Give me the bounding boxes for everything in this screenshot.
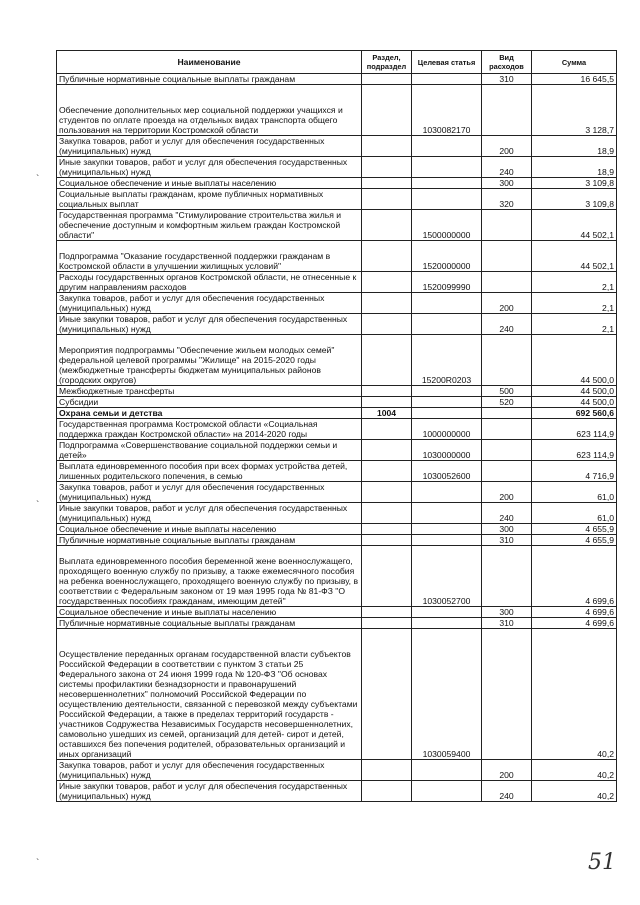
- row-celevaya: [412, 386, 482, 397]
- row-name: Осуществление переданных органам государственной власти субъектов Российской Федерации в соответствии с пунктом 3 статьи 25 Федерального закона от 24 июня 1999 года № 120-ФЗ "Об основах системы профилактики безнадзорности и правонарушений несовершеннолетних" полномочий Российской Федерации по осуществлению деятельности, связанной с перевозкой между субъектами Российской Федерации, а также в пределах территорий государств - участников Содружества Независимых Государств несовершеннолетних, самовольно ушедших из семей, организаций для детей- сирот и детей, оставшихся без попечения родителей, образовательных организаций и иных организаций: [57, 629, 362, 760]
- table-row: [57, 524, 617, 535]
- row-celevaya: 1520099990: [412, 272, 482, 293]
- row-razdel: [362, 607, 412, 618]
- row-vid: 310: [482, 535, 532, 546]
- row-name: Иные закупки товаров, работ и услуг для обеспечения государственных (муниципальных) нужд: [57, 157, 362, 178]
- row-razdel: [362, 178, 412, 189]
- row-vid: 310: [482, 618, 532, 629]
- row-celevaya: [412, 482, 482, 503]
- table-row: [57, 272, 617, 293]
- row-razdel: [362, 189, 412, 210]
- row-celevaya: 1000000000: [412, 419, 482, 440]
- row-name: Охрана семьи и детства: [57, 408, 362, 419]
- row-sum: 40,2: [532, 629, 617, 760]
- row-name: Выплата единовременного пособия беременной жене военнослужащего, проходящего военную службу по призыву, а также ежемесячного пособия на ребенка военнослужащего, проходящего военную службу по призыву, в соответствии с Федеральным законом от 19 мая 1995 года № 81-ФЗ "О государственных пособиях гражданам, имеющим детей": [57, 546, 362, 607]
- row-razdel: [362, 210, 412, 241]
- table-row: [57, 482, 617, 503]
- row-razdel: [362, 546, 412, 607]
- row-name: Иные закупки товаров, работ и услуг для обеспечения государственных (муниципальных) нужд: [57, 503, 362, 524]
- row-name: Публичные нормативные социальные выплаты гражданам: [57, 74, 362, 85]
- table-row: [57, 189, 617, 210]
- row-vid: [482, 210, 532, 241]
- row-name: Иные закупки товаров, работ и услуг для обеспечения государственных (муниципальных) нужд: [57, 781, 362, 802]
- row-name: Закупка товаров, работ и услуг для обеспечения государственных (муниципальных) нужд: [57, 293, 362, 314]
- row-vid: [482, 546, 532, 607]
- row-celevaya: [412, 503, 482, 524]
- table-row: [57, 607, 617, 618]
- row-razdel: [362, 241, 412, 272]
- row-celevaya: 1030052700: [412, 546, 482, 607]
- row-name: Закупка товаров, работ и услуг для обеспечения государственных (муниципальных) нужд: [57, 760, 362, 781]
- row-razdel: [362, 157, 412, 178]
- row-sum: 4 655,9: [532, 535, 617, 546]
- handwritten-page-number: 51: [588, 850, 616, 875]
- row-razdel: 1004: [362, 408, 412, 419]
- margin-tick-mark: `: [36, 858, 40, 869]
- table-row: [57, 408, 617, 419]
- table-row: [57, 293, 617, 314]
- row-celevaya: [412, 397, 482, 408]
- table-row: [57, 397, 617, 408]
- row-name: Субсидии: [57, 397, 362, 408]
- table-row: [57, 546, 617, 607]
- row-razdel: [362, 503, 412, 524]
- row-vid: [482, 419, 532, 440]
- header-vid: Вид расходов: [482, 51, 532, 74]
- table-row: [57, 618, 617, 629]
- row-celevaya: [412, 293, 482, 314]
- row-celevaya: [412, 781, 482, 802]
- row-vid: 240: [482, 781, 532, 802]
- row-vid: [482, 629, 532, 760]
- row-razdel: [362, 781, 412, 802]
- row-vid: 520: [482, 397, 532, 408]
- row-sum: 4 699,6: [532, 546, 617, 607]
- table-row: [57, 629, 617, 760]
- row-sum: 61,0: [532, 482, 617, 503]
- row-vid: 200: [482, 482, 532, 503]
- row-celevaya: 1500000000: [412, 210, 482, 241]
- table-row: [57, 157, 617, 178]
- row-celevaya: [412, 314, 482, 335]
- row-name: Публичные нормативные социальные выплаты гражданам: [57, 618, 362, 629]
- table-header-row: [57, 51, 617, 74]
- row-sum: 4 716,9: [532, 461, 617, 482]
- row-vid: [482, 461, 532, 482]
- row-celevaya: 1030000000: [412, 440, 482, 461]
- row-vid: [482, 272, 532, 293]
- row-celevaya: [412, 535, 482, 546]
- row-name: Подпрограмма "Оказание государственной поддержки гражданам в Костромской области в улучшении жилищных условий": [57, 241, 362, 272]
- row-sum: 44 500,0: [532, 397, 617, 408]
- row-vid: 300: [482, 524, 532, 535]
- row-celevaya: 1030059400: [412, 629, 482, 760]
- row-name: Выплата единовременного пособия при всех формах устройства детей, лишенных родительского попечения, в семью: [57, 461, 362, 482]
- row-razdel: [362, 386, 412, 397]
- table-row: [57, 535, 617, 546]
- row-razdel: [362, 272, 412, 293]
- table-row: [57, 503, 617, 524]
- row-vid: 500: [482, 386, 532, 397]
- row-celevaya: [412, 136, 482, 157]
- table-body: [57, 74, 617, 802]
- row-name: Социальные выплаты гражданам, кроме публичных нормативных социальных выплат: [57, 189, 362, 210]
- row-razdel: [362, 482, 412, 503]
- row-name: Подпрограмма «Совершенствование социальной поддержки семьи и детей»: [57, 440, 362, 461]
- row-name: Публичные нормативные социальные выплаты гражданам: [57, 535, 362, 546]
- row-razdel: [362, 618, 412, 629]
- row-name: Межбюджетные трансферты: [57, 386, 362, 397]
- row-vid: 200: [482, 293, 532, 314]
- row-celevaya: 15200R0203: [412, 335, 482, 386]
- row-name: Социальное обеспечение и иные выплаты населению: [57, 607, 362, 618]
- row-razdel: [362, 397, 412, 408]
- header-razdel: Раздел, подраздел: [362, 51, 412, 74]
- row-razdel: [362, 629, 412, 760]
- table-row: [57, 178, 617, 189]
- row-celevaya: [412, 618, 482, 629]
- row-sum: 2,1: [532, 293, 617, 314]
- table-row: [57, 386, 617, 397]
- row-vid: 240: [482, 503, 532, 524]
- row-name: Государственная программа "Стимулирование строительства жилья и обеспечение доступным и комфортным жильем граждан Костромской области": [57, 210, 362, 241]
- row-sum: 40,2: [532, 781, 617, 802]
- row-razdel: [362, 85, 412, 136]
- row-vid: 240: [482, 314, 532, 335]
- row-celevaya: [412, 607, 482, 618]
- budget-table: [56, 50, 617, 802]
- table-row: [57, 760, 617, 781]
- row-sum: 692 560,6: [532, 408, 617, 419]
- row-sum: 18,9: [532, 157, 617, 178]
- row-celevaya: [412, 157, 482, 178]
- row-sum: 61,0: [532, 503, 617, 524]
- row-sum: 3 109,8: [532, 178, 617, 189]
- row-razdel: [362, 440, 412, 461]
- row-name: Мероприятия подпрограммы "Обеспечение жильем молодых семей" федеральной целевой программы "Жилище" на 2015-2020 годы (межбюджетные трансферты бюджетам муниципальных районов (городских округов): [57, 335, 362, 386]
- header-celevaya: Целевая статья: [412, 51, 482, 74]
- table-row: [57, 461, 617, 482]
- row-name: Государственная программа Костромской области «Социальная поддержка граждан Костромской области» на 2014-2020 годы: [57, 419, 362, 440]
- row-sum: 40,2: [532, 760, 617, 781]
- row-vid: [482, 408, 532, 419]
- row-razdel: [362, 293, 412, 314]
- row-razdel: [362, 314, 412, 335]
- row-sum: 3 109,8: [532, 189, 617, 210]
- row-sum: 623 114,9: [532, 419, 617, 440]
- row-sum: 16 645,5: [532, 74, 617, 85]
- row-vid: 200: [482, 760, 532, 781]
- row-name: Социальное обеспечение и иные выплаты населению: [57, 178, 362, 189]
- row-sum: 623 114,9: [532, 440, 617, 461]
- row-celevaya: 1520000000: [412, 241, 482, 272]
- row-razdel: [362, 419, 412, 440]
- row-celevaya: 1030082170: [412, 85, 482, 136]
- row-name: Закупка товаров, работ и услуг для обеспечения государственных (муниципальных) нужд: [57, 482, 362, 503]
- table-row: [57, 241, 617, 272]
- row-sum: 44 500,0: [532, 335, 617, 386]
- row-celevaya: 1030052600: [412, 461, 482, 482]
- table-row: [57, 136, 617, 157]
- row-vid: [482, 335, 532, 386]
- table-row: [57, 419, 617, 440]
- row-name: Социальное обеспечение и иные выплаты населению: [57, 524, 362, 535]
- table-row: [57, 314, 617, 335]
- table-row: [57, 85, 617, 136]
- row-vid: [482, 85, 532, 136]
- row-vid: 320: [482, 189, 532, 210]
- row-celevaya: [412, 524, 482, 535]
- row-sum: 4 655,9: [532, 524, 617, 535]
- row-sum: 2,1: [532, 272, 617, 293]
- row-celevaya: [412, 760, 482, 781]
- row-sum: 4 699,6: [532, 618, 617, 629]
- row-razdel: [362, 760, 412, 781]
- row-celevaya: [412, 178, 482, 189]
- row-sum: 4 699,6: [532, 607, 617, 618]
- header-name: Наименование: [57, 51, 362, 74]
- table-row: [57, 781, 617, 802]
- row-celevaya: [412, 74, 482, 85]
- row-sum: 44 502,1: [532, 241, 617, 272]
- row-name: Закупка товаров, работ и услуг для обеспечения государственных (муниципальных) нужд: [57, 136, 362, 157]
- row-vid: 200: [482, 136, 532, 157]
- row-razdel: [362, 74, 412, 85]
- row-vid: 300: [482, 607, 532, 618]
- row-name: Расходы государственных органов Костромской области, не отнесенные к другим направлениям расходов: [57, 272, 362, 293]
- row-vid: 240: [482, 157, 532, 178]
- row-vid: 300: [482, 178, 532, 189]
- row-razdel: [362, 136, 412, 157]
- table-row: [57, 210, 617, 241]
- row-celevaya: [412, 408, 482, 419]
- row-sum: 44 502,1: [532, 210, 617, 241]
- table-row: [57, 335, 617, 386]
- row-razdel: [362, 524, 412, 535]
- header-summa: Сумма: [532, 51, 617, 74]
- margin-tick-mark: `: [36, 174, 40, 185]
- row-celevaya: [412, 189, 482, 210]
- row-razdel: [362, 535, 412, 546]
- row-vid: 310: [482, 74, 532, 85]
- row-razdel: [362, 461, 412, 482]
- row-sum: 18,9: [532, 136, 617, 157]
- row-vid: [482, 440, 532, 461]
- row-sum: 44 500,0: [532, 386, 617, 397]
- margin-tick-mark: `: [36, 500, 40, 511]
- row-name: Обеспечение дополнительных мер социальной поддержки учащихся и студентов по оплате проезда на отдельных видах транспорта общего пользования на территории Костромской области: [57, 85, 362, 136]
- table-row: [57, 440, 617, 461]
- row-sum: 2,1: [532, 314, 617, 335]
- row-name: Иные закупки товаров, работ и услуг для обеспечения государственных (муниципальных) нужд: [57, 314, 362, 335]
- row-razdel: [362, 335, 412, 386]
- row-vid: [482, 241, 532, 272]
- row-sum: 3 128,7: [532, 85, 617, 136]
- table-row: [57, 74, 617, 85]
